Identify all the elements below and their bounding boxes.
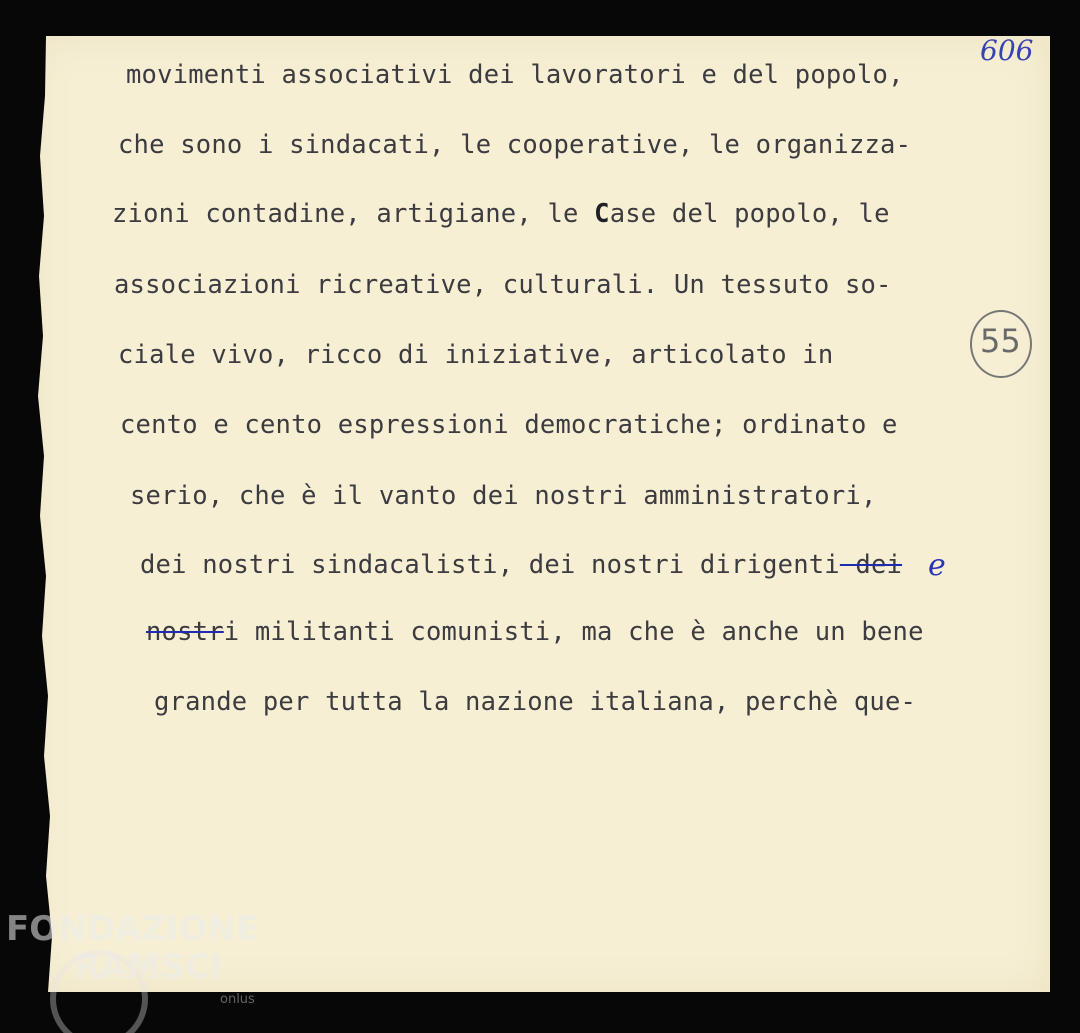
watermark-line-1: FONDAZIONE: [6, 909, 260, 949]
text-line-5: ciale vivo, ricco di iniziative, articolato in: [118, 340, 834, 370]
text-line-2: che sono i sindacati, le cooperative, le organizza-: [118, 130, 912, 160]
typed-page: [34, 36, 1050, 992]
text-line-9: nostri militanti comunisti, ma che è anche un bene: [146, 617, 924, 647]
text-line-3: zioni contadine, artigiane, le Case del popolo, le: [112, 199, 890, 229]
text-line-6: cento e cento espressioni democratiche; ordinato e: [120, 410, 898, 440]
text-line-4: associazioni ricreative, culturali. Un tessuto so-: [114, 270, 892, 300]
page-number-circled: 55: [980, 322, 1021, 360]
text-line-7: serio, che è il vanto dei nostri amministratori,: [130, 481, 877, 511]
page-number-top: 606: [980, 34, 1034, 67]
text-line-10: grande per tutta la nazione italiana, perchè que-: [154, 687, 917, 717]
text-line-1: movimenti associativi dei lavoratori e del popolo,: [126, 60, 904, 90]
text-line-8: dei nostri sindacalisti, dei nostri dirigenti dei: [140, 550, 903, 580]
watermark-line-2: RAMSCI: [74, 947, 223, 987]
ink-correction: e: [928, 548, 946, 583]
watermark-sub: onlus: [220, 992, 255, 1007]
watermark: [6, 909, 260, 987]
